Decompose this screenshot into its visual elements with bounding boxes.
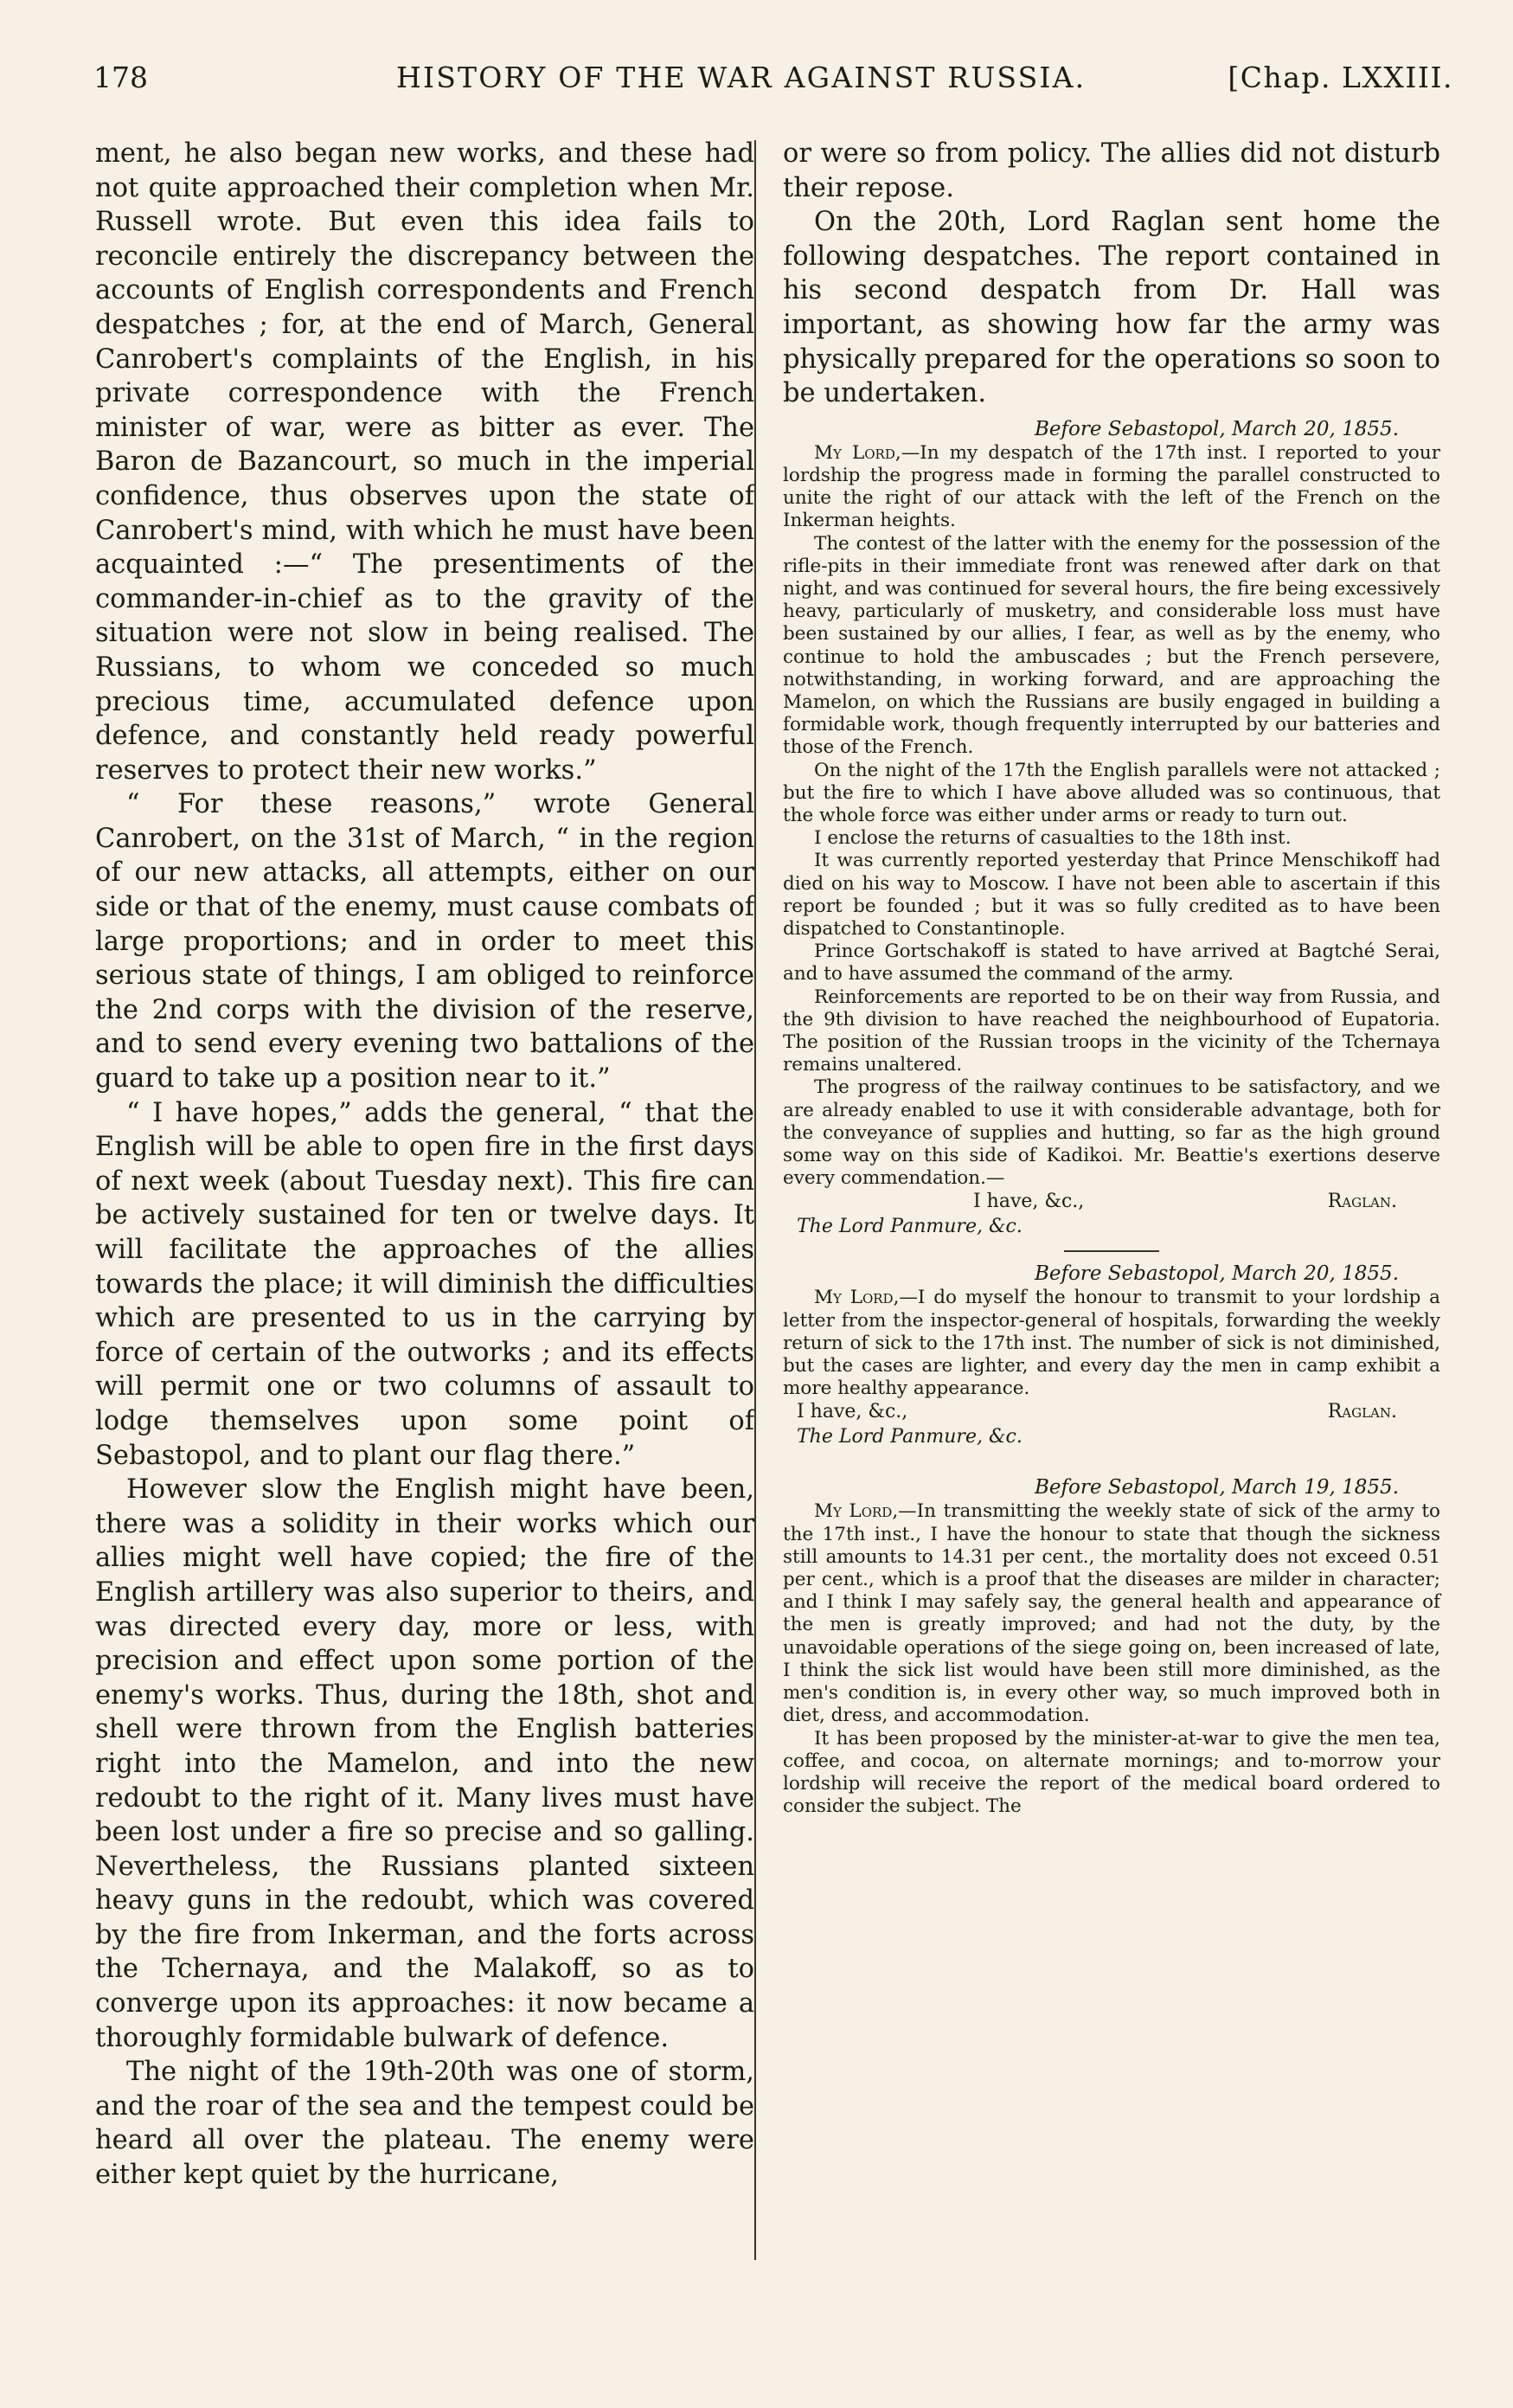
right-column [783, 137, 1440, 1818]
letter-addressee: The Lord Panmure, &c. [797, 1426, 1023, 1448]
paragraph: The night of the 19th-20th was one of storm, and the roar of the sea and the tempest could be heard all over the plateau. The enemy were either kept quiet by the hurricane, [95, 2057, 754, 2191]
paragraph: On the 20th, Lord Raglan sent home the following despatches. The report contained in his second despatch from Dr. Hall was important, as showing how far the army was physically prepared for the operations so soon to be undertaken. [783, 207, 1440, 409]
letter-paragraph: The contest of the latter with the enemy for the possession of the rifle-pits in their immediate front was renewed after dark on that night, and was continued for several hours, the fire being excessively heavy, particularly of musketry, and considerable loss must have been sustained by our allies, I fear, as well as by the enemy, who continue to hold the ambuscades ; but the French persevere, notwithstanding, in working forward, and are approaching the Mamelon, on which the Russians are busily engaged in building a formidable work, though frequently interrupted by our batteries and those of the French. [783, 532, 1440, 759]
letter-text: —In transmitting the weekly state of sick of the army to the 17th inst., I have the honour to state that though the sickness still amounts to 14.31 per cent., the mortality does not exceed 0.51 per cent., which is a proof that the diseases are milder in character; and I think I may safely say, the general health and appearance of the men is greatly improved; and had not the duty, by the unavoidable operations of the siege going on, been increased of late, I think the sick list would have been still more diminished, as the men's condition is, in every other way, so much improved both in diet, dress, and accommodation. [783, 1500, 1441, 1727]
letter-salutation: My Lord, [814, 441, 901, 464]
left-column [95, 137, 754, 2193]
letter-text: —In my despatch of the 17th inst. I reported to your lordship the progress made in forming the parallel constructed to unite the right of our attack with the left of the French on the Inkerman heights. [783, 441, 1440, 532]
column-divider [754, 140, 756, 2260]
letter-paragraph [783, 1287, 1440, 1400]
letter-dateline: Before Sebastopol, March 19, 1855. [1034, 1476, 1399, 1499]
spacer [783, 1450, 1440, 1474]
letter-paragraph [783, 1500, 1440, 1727]
letter-addressee: The Lord Panmure, &c. [797, 1216, 1023, 1238]
letter-closing: I have, &c., [797, 1401, 908, 1423]
paragraph: ment, he also began new works, and these had not quite approached their completion when Mr. Russell wrote. But even this idea fails to reconcile entirely the discrepancy between the accounts of English correspondents and French despatches ; for, at the end of March, General Canrobert's complaints of the English, in his private correspondence with the French minister of war, were as bitter as ever. The Baron de Bazancourt, so much in the imperial confidence, thus observes upon the state of Canrobert's mind, with which he must have been acquainted :—“ The presentiments of the commander-in-chief as to the gravity of the situation were not slow in being realised. The Russians, to whom we conceded so much precious time, accumulated defence upon defence, and constantly held ready powerful reserves to protect their new works.” [95, 138, 754, 786]
paragraph: “ I have hopes,” adds the general, “ that the English will be able to open fire in the first days of next week (about Tuesday next). This fire can be actively sustained for ten or twelve days. It will facilitate the approaches of the allies towards the place; it will diminish the difficulties which are presented to us in the carrying by force of certain of the outworks ; and its effects will permit one or two columns of assault to lodge themselves upon some point of Sebastopol, and to plant our flag there.” [95, 1097, 754, 1471]
letter-signoff [783, 1400, 1440, 1424]
paragraph: or were so from policy. The allies did not disturb their repose. [783, 138, 1440, 203]
paragraph: “ For these reasons,” wrote General Canrobert, on the 31st of March, “ in the region of our new attacks, all attempts, either on our side or that of the enemy, must cause combats of large proportions; and in order to meet this serious state of things, I am obliged to reinforce the 2nd corps with the division of the reserve, and to send every evening two battalions of the guard to take up a position near to it.” [95, 789, 754, 1095]
running-title: HISTORY OF THE WAR AGAINST RUSSIA. [396, 61, 1087, 94]
letter-paragraph: On the night of the 17th the English parallels were not attacked ; but the fire to which I have above alluded was so continuous, that the whole force was either under arms or ready to turn out. [783, 759, 1440, 826]
section-rule [1064, 1250, 1159, 1252]
letter-paragraph: It has been proposed by the minister-at-war to give the men tea, coffee, and cocoa, on alternate mornings; and to-morrow your lordship will receive the report of the medical board ordered to consider the subject. The [783, 1727, 1440, 1818]
letter-dateline: Before Sebastopol, March 20, 1855. [1034, 417, 1399, 440]
page-number: 178 [93, 61, 148, 94]
letter-signature: Raglan. [1327, 1191, 1397, 1213]
running-header [93, 61, 1453, 106]
despatch-letter-2 [783, 1261, 1440, 1450]
letter-paragraph: I enclose the returns of casualties to the 18th inst. [814, 827, 1292, 850]
letter-paragraph: Reinforcements are reported to be on their way from Russia, and the 9th division to have reached the neighbourhood of Eupatoria. The position of the Russian troops in the vicinity of the Tchernaya remains unaltered. [783, 986, 1440, 1076]
paragraph: However slow the English might have been, there was a solidity in their works which our allies might well have copied; the fire of the English artillery was also superior to theirs, and was directed every day, more or less, with precision and effect upon some portion of the enemy's works. Thus, during the 18th, shot and shell were thrown from the English batteries right into the Mamelon, and into the new redoubt to the right of it. Many lives must have been lost under a fire so precise and so galling. Nevertheless, the Russians planted sixteen heavy guns in the redoubt, which was covered by the fire from Inkerman, and the forts across the Tchernaya, and the Malakoff, so as to converge upon its approaches: it now became a thoroughly formidable bulwark of defence. [95, 1474, 754, 2053]
despatch-letter-1 [783, 416, 1440, 1241]
letter-salutation: My Lord, [814, 1287, 900, 1309]
letter-signoff [783, 1190, 1440, 1214]
letter-paragraph: The progress of the railway continues to be satisfactory, and we are already enabled to use it with considerable advantage, both for the conveyance of supplies and hutting, so far as the high ground some way on this side of Kadikoi. Mr. Beattie's exertions deserve every commendation.— [783, 1076, 1440, 1190]
letter-closing: I have, &c., [973, 1191, 1085, 1213]
letter-salutation: My Lord, [814, 1500, 899, 1523]
chapter-label: [Chap. LXXIII. [1228, 61, 1453, 94]
letter-signature: Raglan. [1327, 1401, 1397, 1423]
letter-paragraph: Prince Gortschakoff is stated to have arrived at Bagtché Serai, and to have assumed the command of the army. [783, 941, 1440, 986]
letter-paragraph [783, 442, 1440, 533]
despatch-letter-3 [783, 1474, 1440, 1818]
letter-paragraph: It was currently reported yesterday that Prince Menschikoff had died on his way to Moscow. I have not been able to ascertain if this report be founded ; but it was so fully credited as to have been dispatched to Constantinople. [783, 850, 1440, 941]
letter-dateline: Before Sebastopol, March 20, 1855. [1034, 1262, 1399, 1286]
letter-text: —I do myself the honour to transmit to your lordship a letter from the inspector-general of hospitals, forwarding the weekly return of sick to the 17th inst. The number of sick is not diminished, but the cases are lighter, and every day the men in camp exhibit a more healthy appearance. [783, 1287, 1440, 1400]
